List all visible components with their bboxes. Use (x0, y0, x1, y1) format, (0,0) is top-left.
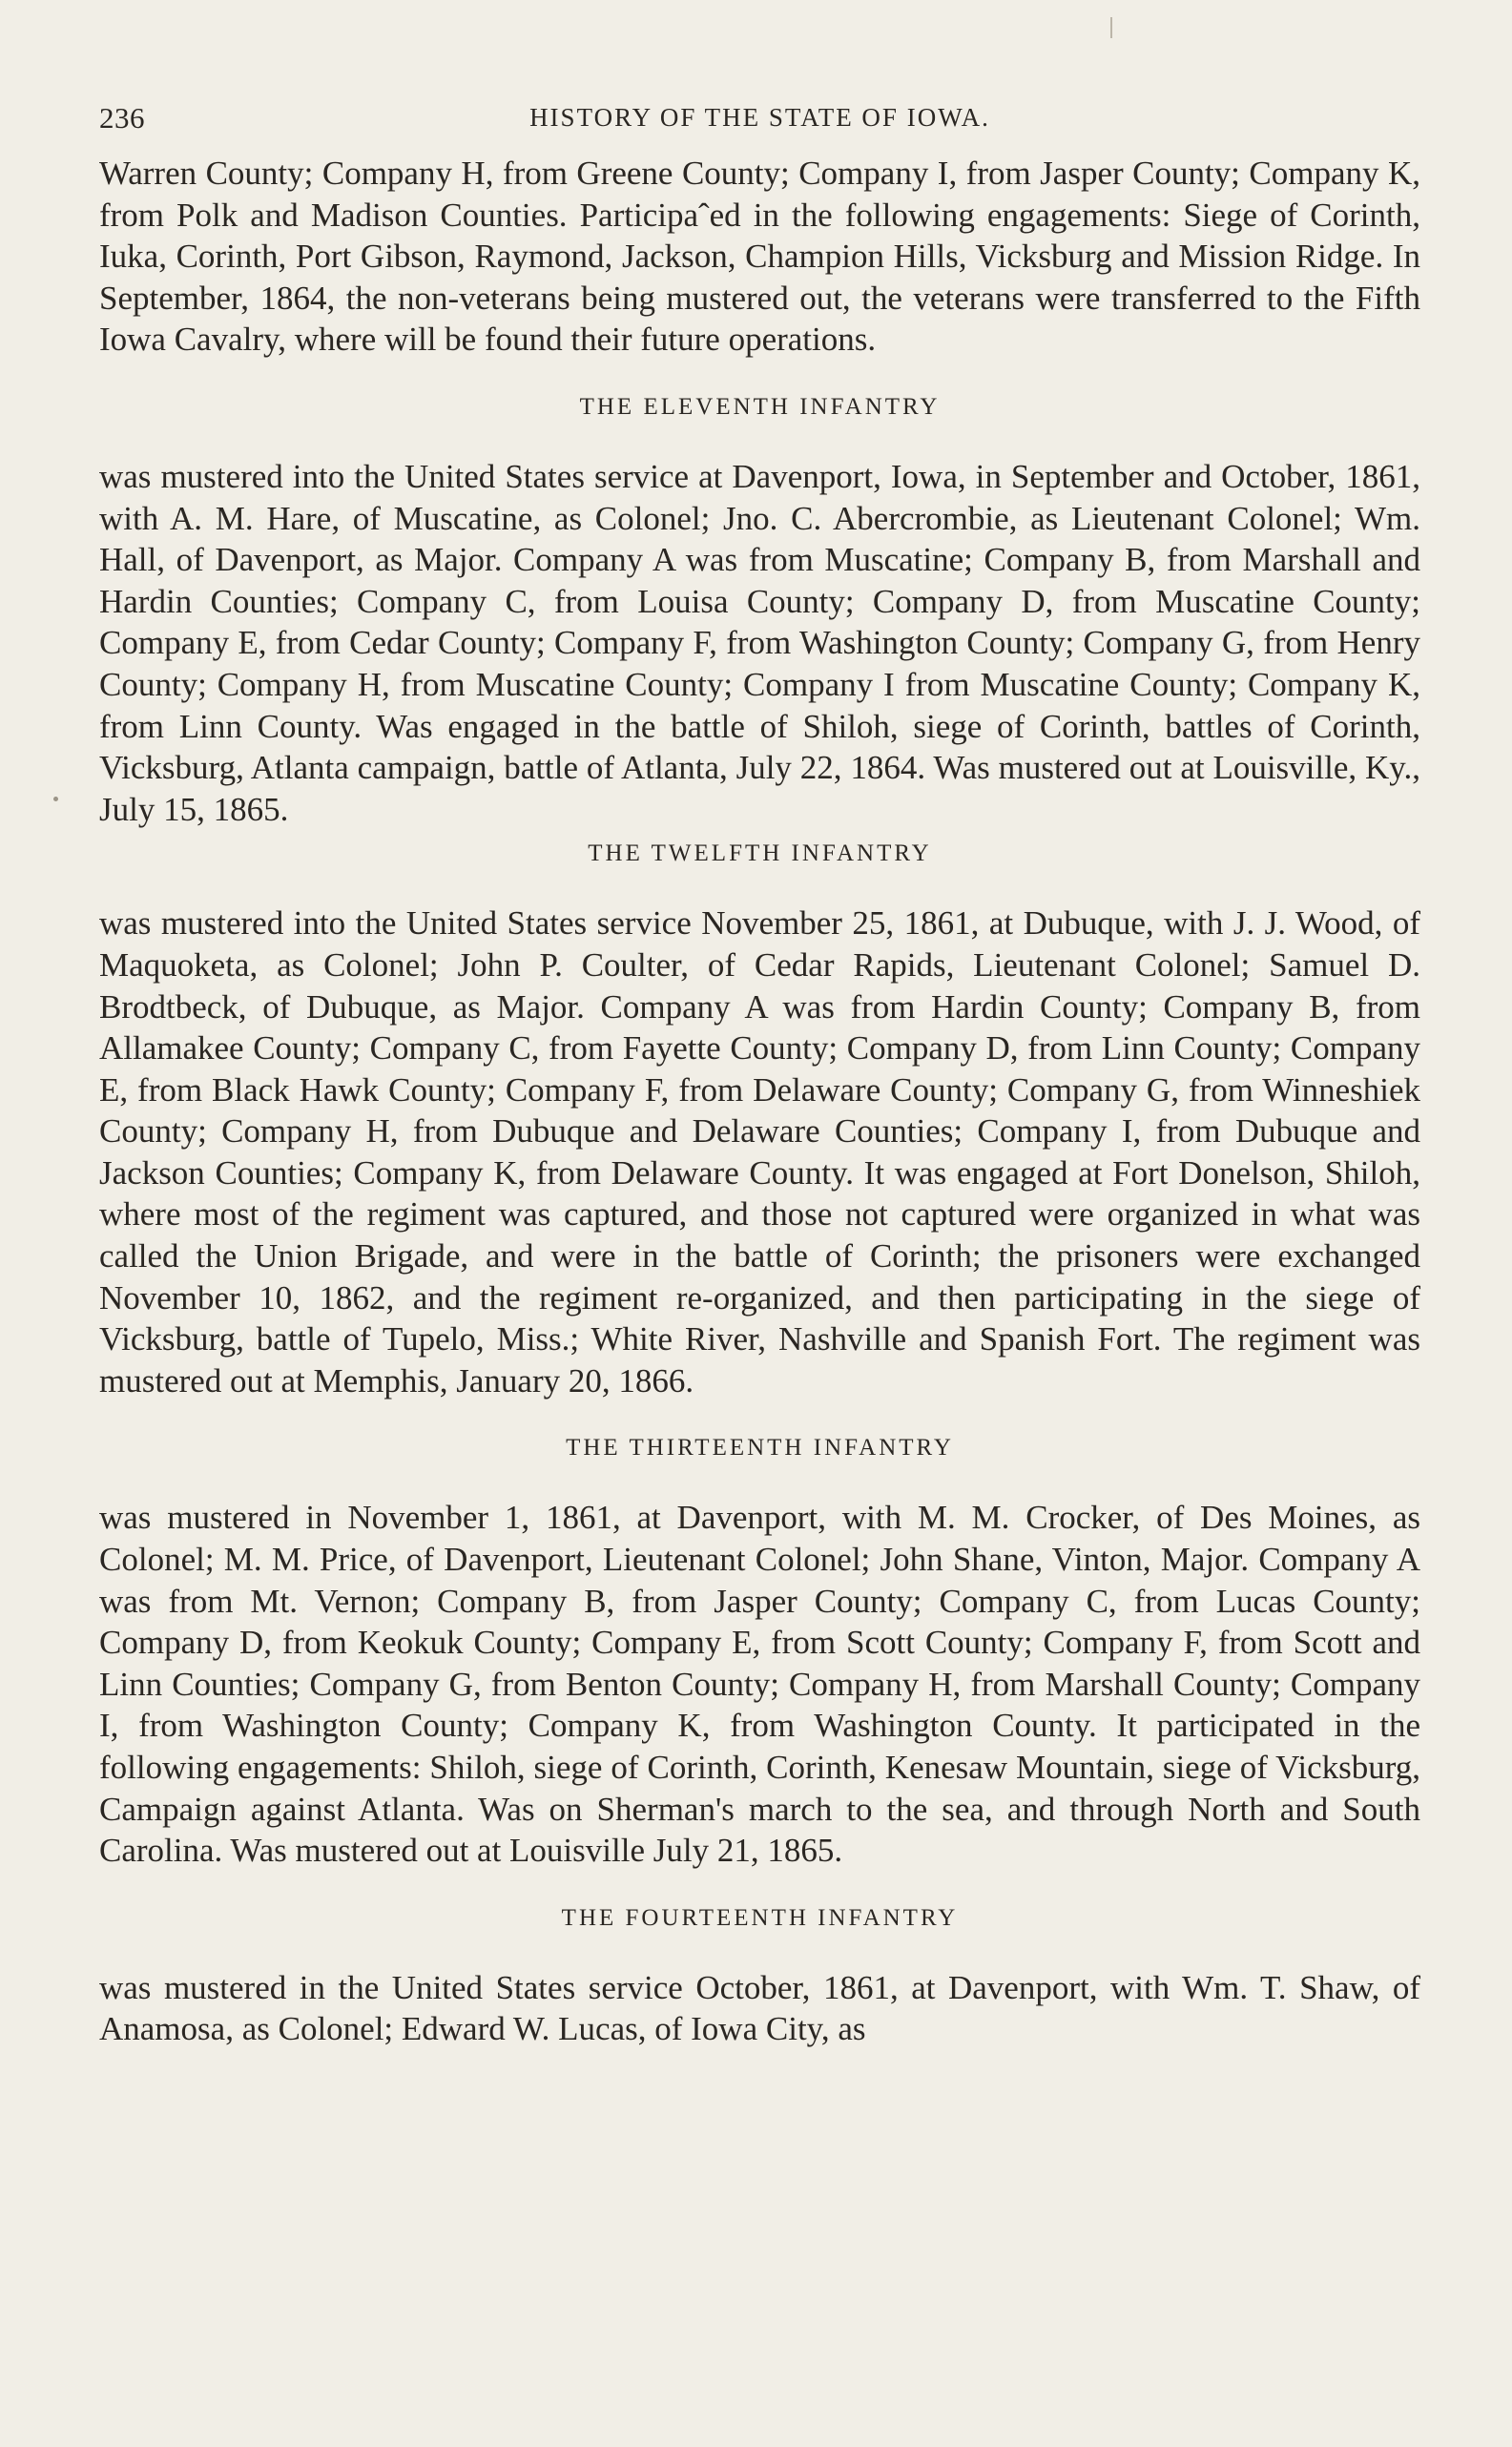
paragraph-tenth-infantry-continued: Warren County; Company H, from Greene County; Company I, from Jasper County; Company K, from Polk and Madison Counties. Participaˆed in the following engagements: Siege of Corinth, Iuka, Corinth, Port Gibson, Raymond, Jackson, Champion Hills, Vicksburg and Mission Ridge. In September, 1864, the non-veterans being mustered out, the veterans were transferred to the Fifth Iowa Cavalry, where will be found their future operations. (99, 155, 1420, 359)
paragraph-fourteenth-infantry: was mustered in the United States service October, 1861, at Davenport, with Wm. T. Shaw, of Anamosa, as Colonel; Edward W. Lucas, of Iowa City, as (99, 1968, 1420, 2048)
paragraph-thirteenth-infantry: was mustered in November 1, 1861, at Davenport, with M. M. Crocker, of Des Moines, as Colonel; M. M. Price, of Davenport, Lieutenant Colonel; John Shane, Vinton, Major. Company A was from Mt. Vernon; Company B, from Jasper County; Company C, from Lucas County; Company D, from Keokuk County; Company E, from Scott County; Company F, from Scott and Linn Counties; Company G, from Benton County; Company H, from Marshall County; Company I, from Washington County; Company K, from Washington County. It participated in the following engagements: Shiloh, siege of Corinth, Corinth, Kenesaw Mountain, siege of Vicksburg, Campaign against Atlanta. Was on Sherman's march to the sea, and through North and South Carolina. Was mustered out at Louisville July 21, 1865. (99, 1499, 1420, 1870)
paragraph-eleventh-infantry: was mustered into the United States service at Davenport, Iowa, in September and October, 1861, with A. M. Hare, of Muscatine, as Colonel; Jno. C. Abercrombie, as Lieutenant Colonel; Wm. Hall, of Davenport, as Major. Company A was from Muscatine; Company B, from Marshall and Hardin Counties; Company C, from Louisa County; Company D, from Muscatine County; Company E, from Cedar County; Company F, from Washington County; Company G, from Henry County; Company H, from Muscatine County; Company I from Muscatine County; Company K, from Linn County. Was engaged in the battle of Shiloh, siege of Corinth, battles of Corinth, Vicksburg, Atlanta campaign, battle of Atlanta, July 22, 1864. Was mustered out at Louisville, Ky., July 15, 1865. (99, 457, 1420, 828)
paragraph-twelfth-infantry: was mustered into the United States service November 25, 1861, at Dubuque, with J. J. Wood, of Maquoketa, as Colonel; John P. Coulter, of Cedar Rapids, Lieutenant Colonel; Samuel D. Brodtbeck, of Dubuque, as Major. Company A was from Hardin County; Company B, from Allamakee County; Company C, from Fayette County; Company D, from Linn County; Company E, from Black Hawk County; Company F, from Delaware County; Company G, from Winneshiek County; Company H, from Dubuque and Delaware Counties; Company I, from Dubuque and Jackson Counties; Company K, from Delaware County. It was engaged at Fort Donelson, Shiloh, where most of the regiment was captured, and those not captured were organized in what was called the Union Brigade, and were in the battle of Corinth; the prisoners were exchanged November 10, 1862, and the regiment re-organized, and then participating in the siege of Vicksburg, battle of Tupelo, Miss.; White River, Nashville and Spanish Fort. The regiment was mustered out at Memphis, January 20, 1866. (99, 904, 1420, 1400)
running-title: HISTORY OF THE STATE OF IOWA. (529, 103, 990, 132)
margin-mark (1110, 17, 1112, 38)
running-head (99, 95, 1420, 153)
heading-twelfth-infantry: THE TWELFTH INFANTRY (588, 840, 932, 867)
heading-eleventh-infantry: THE ELEVENTH INFANTRY (579, 393, 941, 420)
page-number: 236 (99, 101, 145, 135)
margin-dot (53, 797, 58, 801)
heading-fourteenth-infantry: THE FOURTEENTH INFANTRY (561, 1904, 959, 1931)
heading-thirteenth-infantry: THE THIRTEENTH INFANTRY (566, 1435, 954, 1462)
